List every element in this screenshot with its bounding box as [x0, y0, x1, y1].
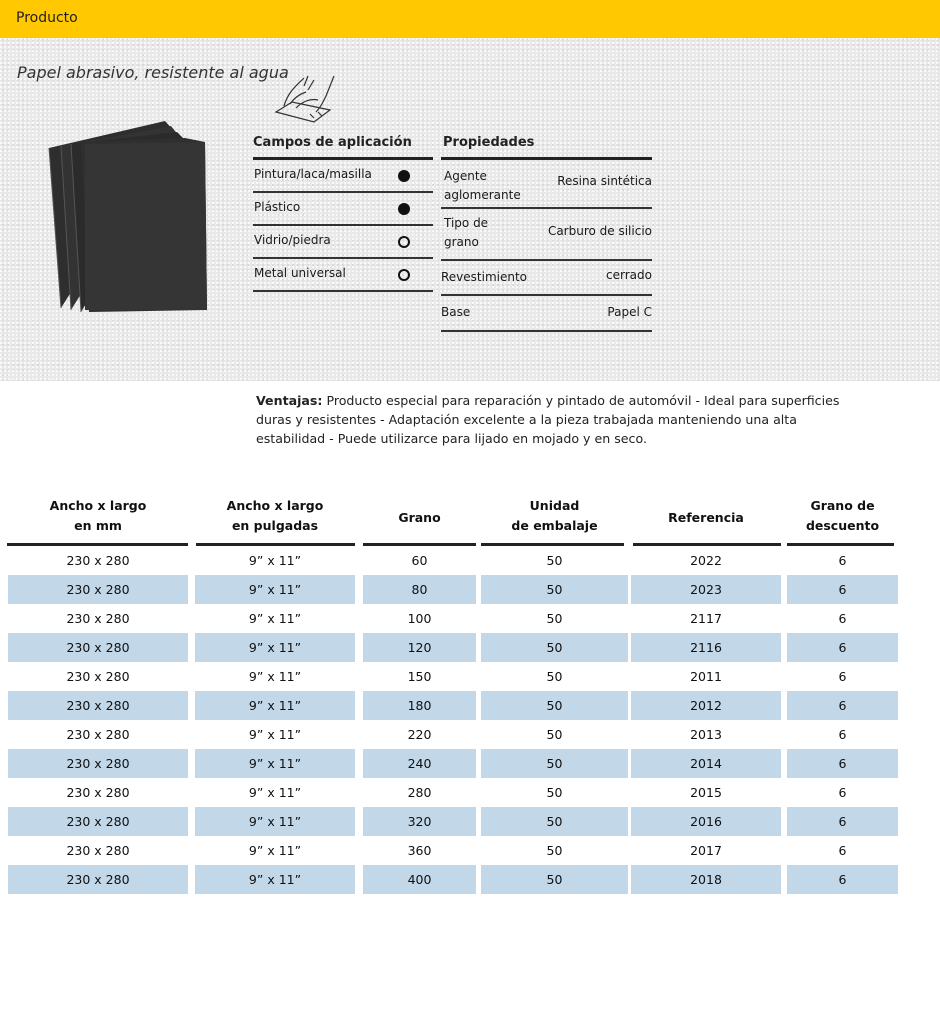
- column-header-line: Ancho x largo: [49, 498, 147, 513]
- table-cell: 2116: [631, 633, 781, 662]
- table-cell: 230 x 280: [66, 727, 130, 742]
- table-cell: 320: [363, 807, 476, 836]
- sandpaper-sheets-image: [45, 118, 215, 318]
- table-cell: 230 x 280: [66, 553, 130, 568]
- column-header-line: en mm: [74, 518, 122, 533]
- table-cell: 9” x 11”: [195, 691, 355, 720]
- advantages-label: Ventajas:: [256, 393, 323, 408]
- application-fields-title: Campos de aplicación: [253, 135, 412, 150]
- application-field-label: Plástico: [254, 200, 301, 214]
- table-cell: 230 x 280: [66, 669, 130, 684]
- table-cell: 6: [838, 553, 847, 568]
- property-value: Papel C: [607, 305, 652, 319]
- table-cell: 2011: [690, 669, 722, 684]
- table-cell: 230 x 280: [8, 865, 188, 894]
- advantages-body: Producto especial para reparación y pintado de automóvil - Ideal para superficies duras y resistentes - Adaptación excelente a la pieza trabajada manteniendo una alta estabilidad - Puede utilizarce para lijado en mojado y en seco.: [256, 393, 840, 446]
- table-cell: 2012: [631, 691, 781, 720]
- column-header-line: Grano: [398, 510, 441, 525]
- table-cell: 6: [787, 865, 898, 894]
- table-cell: 230 x 280: [8, 575, 188, 604]
- table-cell: 230 x 280: [8, 749, 188, 778]
- application-fields-table: [253, 135, 433, 292]
- application-field-row: [253, 226, 433, 259]
- table-cell: 2015: [690, 785, 722, 800]
- header-bar: [0, 0, 940, 38]
- application-field-row: [253, 193, 433, 226]
- table-cell: 6: [838, 843, 847, 858]
- table-cell: 2023: [631, 575, 781, 604]
- property-value: cerrado: [606, 268, 652, 282]
- table-cell: 230 x 280: [66, 611, 130, 626]
- table-cell: 9” x 11”: [248, 553, 302, 568]
- table-cell: 9” x 11”: [195, 807, 355, 836]
- table-cell: 9” x 11”: [248, 669, 302, 684]
- table-cell: 9” x 11”: [248, 727, 302, 742]
- table-cell: 2017: [690, 843, 722, 858]
- column-header-line: Ancho x largo: [226, 498, 324, 513]
- property-name: Base: [441, 305, 471, 319]
- table-cell: 50: [481, 691, 628, 720]
- table-cell: 50: [546, 611, 563, 626]
- table-cell: 2016: [631, 807, 781, 836]
- column-header-line: Referencia: [668, 510, 744, 525]
- table-cell: 6: [838, 727, 847, 742]
- table-cell: 9” x 11”: [195, 865, 355, 894]
- table-cell: 9” x 11”: [248, 843, 302, 858]
- table-cell: 360: [407, 843, 432, 858]
- header-title: Producto: [16, 10, 78, 26]
- property-row: [441, 209, 652, 261]
- table-cell: 50: [481, 749, 628, 778]
- application-field-label: Vidrio/piedra: [254, 233, 331, 247]
- table-cell: 9” x 11”: [248, 611, 302, 626]
- advantages-text: [256, 391, 846, 448]
- column-header-line: Unidad: [529, 498, 580, 513]
- table-cell: 2117: [690, 611, 722, 626]
- filled-circle-icon: [398, 203, 410, 215]
- application-field-label: Metal universal: [254, 266, 346, 280]
- property-row: [441, 261, 652, 296]
- table-cell: 50: [546, 785, 563, 800]
- table-cell: 9” x 11”: [195, 749, 355, 778]
- table-cell: 230 x 280: [66, 785, 130, 800]
- filled-circle-icon: [398, 170, 410, 182]
- column-header: [8, 496, 188, 536]
- table-cell: 50: [546, 553, 563, 568]
- property-row: [441, 296, 652, 332]
- table-cell: 400: [363, 865, 476, 894]
- property-name: Revestimiento: [441, 270, 528, 284]
- properties-title: Propiedades: [443, 135, 535, 150]
- table-cell: 50: [481, 865, 628, 894]
- property-name: Tipo de grano: [444, 216, 489, 249]
- table-cell: 230 x 280: [66, 843, 130, 858]
- table-cell: 230 x 280: [8, 633, 188, 662]
- table-cell: 240: [363, 749, 476, 778]
- property-value: Carburo de silicio: [547, 224, 652, 238]
- property-name: Agente aglomerante: [444, 169, 521, 202]
- table-cell: 6: [838, 785, 847, 800]
- table-cell: 2022: [690, 553, 722, 568]
- table-cell: 50: [481, 575, 628, 604]
- table-cell: 50: [546, 727, 563, 742]
- table-cell: 9” x 11”: [195, 575, 355, 604]
- table-cell: 180: [363, 691, 476, 720]
- table-cell: 2014: [631, 749, 781, 778]
- table-cell: 50: [546, 843, 563, 858]
- table-cell: 230 x 280: [8, 807, 188, 836]
- table-cell: 50: [481, 807, 628, 836]
- table-cell: 6: [787, 575, 898, 604]
- table-cell: 60: [411, 553, 428, 568]
- table-cell: 50: [481, 633, 628, 662]
- column-header-line: de embalaje: [511, 518, 598, 533]
- table-cell: 50: [546, 669, 563, 684]
- properties-table: [441, 135, 652, 332]
- column-header-line: en pulgadas: [231, 518, 319, 533]
- application-field-row: [253, 259, 433, 292]
- table-cell: 100: [407, 611, 432, 626]
- table-cell: 80: [363, 575, 476, 604]
- table-cell: 280: [407, 785, 432, 800]
- table-cell: 2013: [690, 727, 722, 742]
- hand-sanding-icon: [270, 72, 340, 128]
- table-cell: 6: [787, 691, 898, 720]
- empty-circle-icon: [398, 269, 410, 281]
- table-cell: 2018: [631, 865, 781, 894]
- table-cell: 6: [787, 633, 898, 662]
- application-field-label: Pintura/laca/masilla: [254, 167, 372, 181]
- column-header: [481, 496, 628, 536]
- table-cell: 9” x 11”: [248, 785, 302, 800]
- property-value: Resina sintética: [557, 174, 652, 188]
- empty-circle-icon: [398, 236, 410, 248]
- property-row: [441, 160, 652, 209]
- table-cell: 220: [407, 727, 432, 742]
- column-header: [631, 508, 781, 528]
- table-cell: 6: [838, 669, 847, 684]
- table-cell: 230 x 280: [8, 691, 188, 720]
- column-header: [787, 496, 898, 536]
- application-field-row: [253, 160, 433, 193]
- column-header-line: descuento: [805, 518, 880, 533]
- column-header-line: Grano de: [810, 498, 875, 513]
- table-cell: 6: [838, 611, 847, 626]
- table-cell: 9” x 11”: [195, 633, 355, 662]
- column-header: [195, 496, 355, 536]
- column-header: [363, 508, 476, 528]
- table-cell: 6: [787, 807, 898, 836]
- table-cell: 150: [407, 669, 432, 684]
- product-subtitle: Papel abrasivo, resistente al agua: [17, 63, 289, 82]
- table-cell: 120: [363, 633, 476, 662]
- table-cell: 6: [787, 749, 898, 778]
